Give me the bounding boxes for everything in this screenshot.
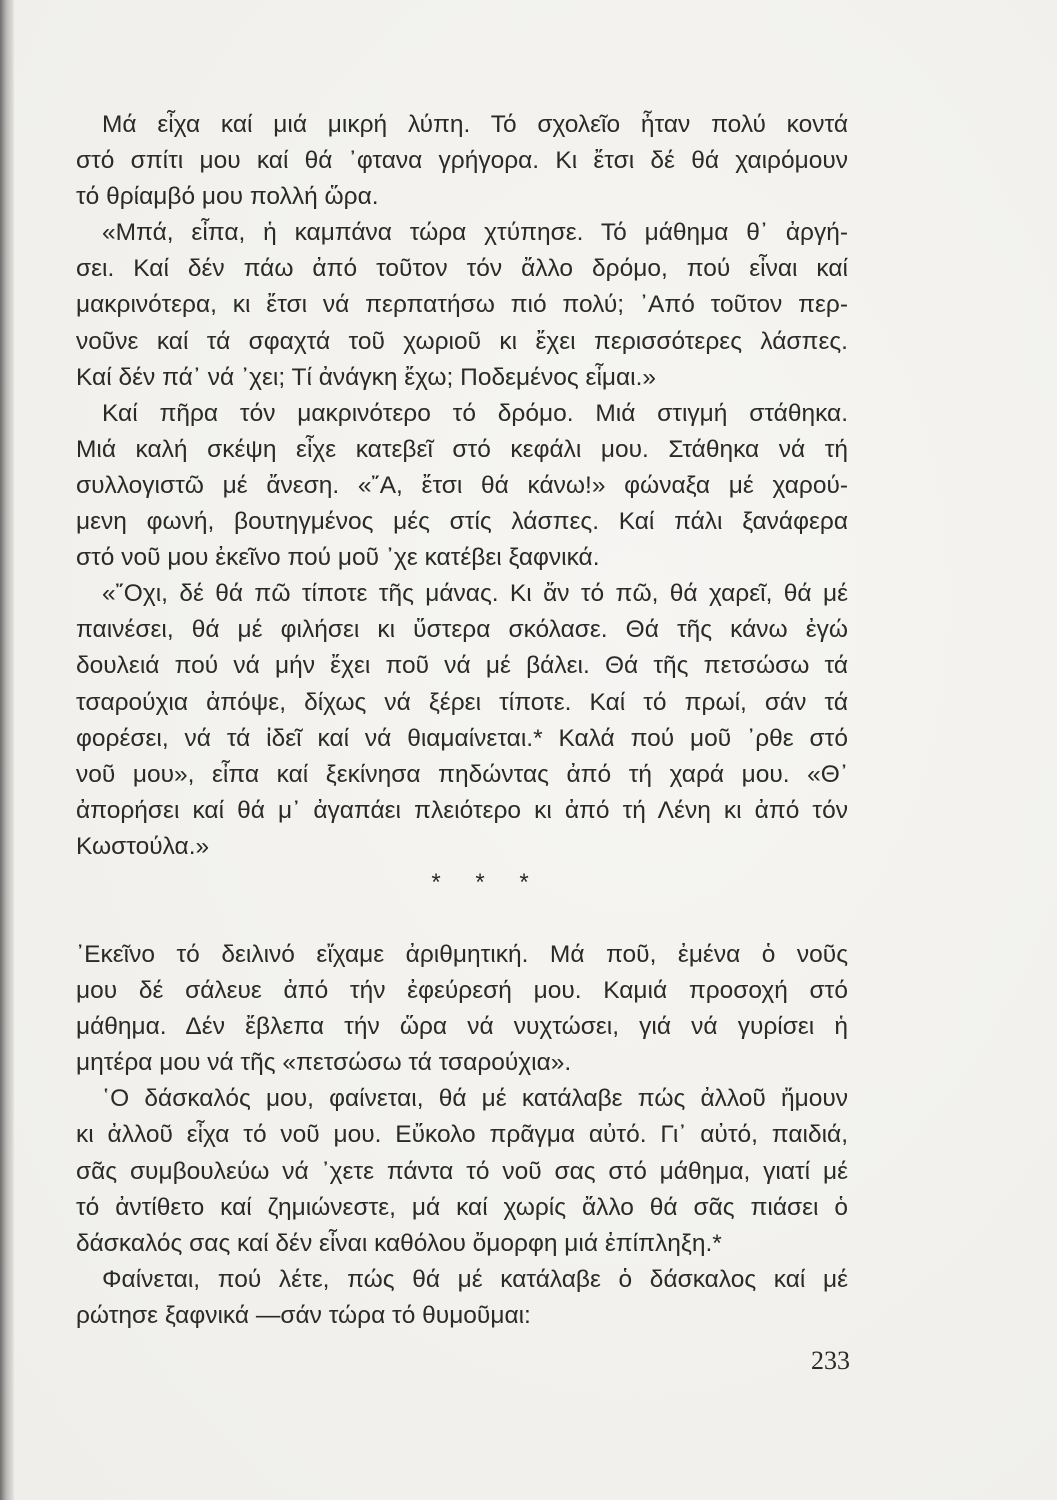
text-line: «῎Οχι, δέ θά πῶ τίποτε τῆς μάνας. Κι ἄν τό πῶ, θά χαρεῖ, θά μέ (102, 580, 848, 608)
text-line: συλλογιστῶ μέ ἄνεση. «῎Α, ἔτσι θά κάνω!» φώναξα μέ χαρού- (76, 471, 848, 499)
text-line: σᾶς συμβουλεύω νά ᾽χετε πάντα τό νοῦ σας στό μάθημα, γιατί μέ (76, 1157, 848, 1185)
text-line: «Μπά, εἶπα, ἡ καμπάνα τώρα χτύπησε. Τό μάθημα θ᾽ ἀργή- (102, 219, 848, 247)
paragraph-6 (76, 1081, 848, 1261)
text-line: τό ἀντίθετο καί ζημιώνεστε, μά καί χωρίς ἄλλο θά σᾶς πιάσει ὁ (76, 1193, 848, 1221)
text-line: νοῦνε καί τά σφαχτά τοῦ χωριοῦ κι ἔχει περισσότερες λάσπες. (76, 327, 848, 355)
section-gap (76, 901, 848, 937)
text-line: ἀπορήσει καί θά μ᾽ ἀγαπάει πλειότερο κι ἀπό τή Λένη κι ἀπό τόν (76, 796, 848, 824)
text-line: φορέσει, νά τά ἰδεῖ καί νά θιαμαίνεται.* Καλά πού μοῦ ᾽ρθε στό (76, 724, 848, 752)
text-line: Κωστούλα.» (76, 832, 210, 860)
text-line: νοῦ μου», εἶπα καί ξεκίνησα πηδώντας ἀπό τή χαρά μου. «Θ᾽ (76, 760, 848, 788)
body-text (76, 107, 848, 1334)
text-line: ᾽Εκεῖνο τό δειλινό εἴχαμε ἀριθμητική. Μά ποῦ, ἐμένα ὁ νοῦς (76, 940, 848, 968)
paragraph-4 (76, 576, 848, 865)
text-line: Φαίνεται, πού λέτε, πώς θά μέ κατάλαβε ὁ δάσκαλος καί μέ (102, 1265, 848, 1293)
paragraph-1 (76, 107, 848, 215)
paragraph-7 (76, 1262, 848, 1334)
text-line: τσαρούχια ἀπόψε, δίχως νά ξέρει τίποτε. Καί τό πρωί, σάν τά (76, 688, 848, 716)
paragraph-2 (76, 215, 848, 395)
text-line: μου δέ σάλευε ἀπό τήν ἐφεύρεσή μου. Καμιά προσοχή στό (76, 977, 848, 1005)
text-line: μάθημα. Δέν ἔβλεπα τήν ὥρα νά νυχτώσει, γιά νά γυρίσει ἡ (76, 1013, 848, 1041)
text-line: κι ἀλλοῦ εἶχα τό νοῦ μου. Εὔκολο πρᾶγμα αὐτό. Γι᾽ αὐτό, παιδιά, (76, 1121, 848, 1149)
text-line: στό σπίτι μου καί θά ᾽φτανα γρήγορα. Κι ἔτσι δέ θά χαιρόμουν (76, 147, 848, 175)
text-line: μητέρα μου νά τῆς «πετσώσω τά τσαρούχια». (76, 1049, 572, 1077)
text-line: δάσκαλός σας καί δέν εἶναι καθόλου ὄμορφη μιά ἐπίπληξη.* (76, 1229, 722, 1257)
text-line: σει. Καί δέν πάω ἀπό τοῦτον τόν ἄλλο δρόμο, πού εἶναι καί (76, 255, 848, 283)
text-line: Καί πῆρα τόν μακρινότερο τό δρόμο. Μιά στιγμή στάθηκα. (102, 399, 848, 427)
text-line: Μά εἶχα καί μιά μικρή λύπη. Τό σχολεῖο ἦταν πολύ κοντά (102, 111, 848, 138)
text-line: Καί δέν πά᾽ νά ᾽χει; Τί ἀνάγκη ἔχω; Ποδεμένος εἶμαι.» (76, 363, 657, 391)
text-line: μακρινότερα, κι ἔτσι νά περπατήσω πιό πολύ; ᾽Από τοῦτον περ- (76, 291, 848, 319)
text-line: τό θρίαμβό μου πολλή ὥρα. (76, 183, 379, 211)
text-line: Μιά καλή σκέψη εἶχε κατεβεῖ στό κεφάλι μου. Στάθηκα νά τή (76, 435, 848, 463)
section-separator: * * * (431, 868, 543, 896)
paragraph-5 (76, 937, 848, 1081)
page-number: 233 (811, 1346, 850, 1375)
text-line: μενη φωνή, βουτηγμένος μές στίς λάσπες. Καί πάλι ξανάφερα (76, 508, 848, 536)
book-spine-shadow (0, 0, 14, 1500)
text-line: ρώτησε ξαφνικά —σάν τώρα τό θυμοῦμαι: (76, 1301, 531, 1329)
paragraph-3 (76, 396, 848, 576)
text-line: ῾Ο δάσκαλός μου, φαίνεται, θά μέ κατάλαβε πώς ἀλλοῦ ἤμουν (102, 1085, 848, 1113)
text-line: παινέσει, θά μέ φιλήσει κι ὕστερα σκόλασε. Θά τῆς κάνω ἐγώ (76, 616, 848, 644)
text-line: στό νοῦ μου ἐκεῖνο πού μοῦ ᾽χε κατέβει ξαφνικά. (76, 544, 600, 572)
text-line: δουλειά πού νά μήν ἔχει ποῦ νά μέ βάλει. Θά τῆς πετσώσω τά (76, 652, 848, 680)
